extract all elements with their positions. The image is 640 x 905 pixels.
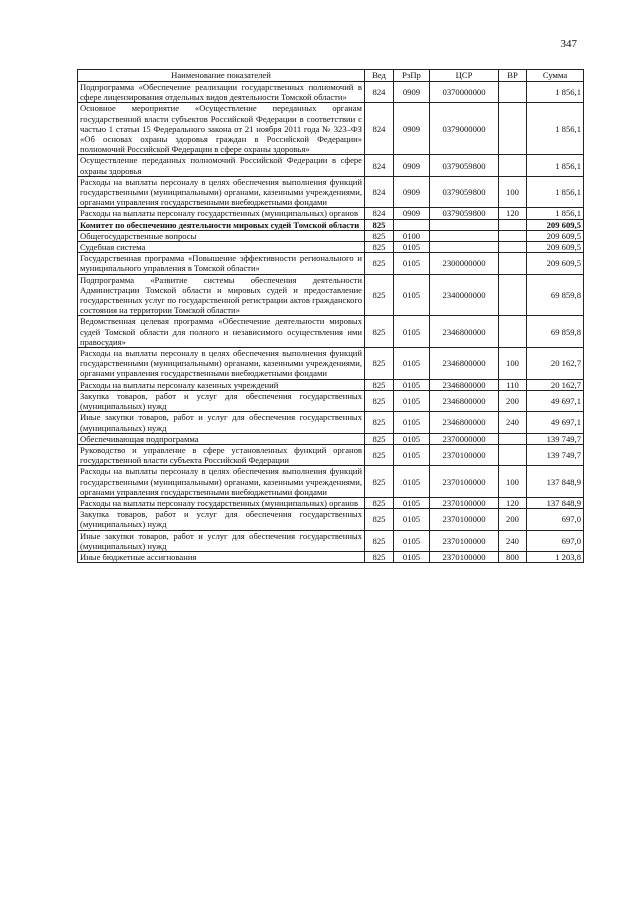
row-vr-cell: 200 [499,390,527,411]
row-ved-cell: 825 [365,242,394,253]
row-csr-cell: 2300000000 [430,253,499,274]
row-ved-cell: 825 [365,509,394,530]
row-sum-cell: 209 609,5 [527,242,584,253]
row-name-cell: Подпрограмма «Обеспечение реализации государственных полномочий в сфере лицензирования отдельных видов деятельности Томской области» [78,82,365,103]
row-csr-cell: 2346800000 [430,390,499,411]
row-vr-cell [499,433,527,444]
row-sum-cell: 139 749,7 [527,444,584,465]
row-rzpr-cell: 0105 [394,379,430,390]
table-row [78,208,584,219]
row-rzpr-cell: 0105 [394,390,430,411]
row-ved-cell: 824 [365,208,394,219]
row-vr-cell [499,230,527,241]
row-vr-cell: 100 [499,348,527,380]
row-name-cell: Расходы на выплаты персоналу в целях обеспечения выполнения функций государственными (муниципальными) органами, казенными учреждениями, органами управления государственными внебюджетными фондами [78,466,365,498]
row-csr-cell [430,242,499,253]
row-name-cell: Иные бюджетные ассигнования [78,551,365,562]
row-sum-cell: 69 859,8 [527,316,584,348]
row-ved-cell: 825 [365,219,394,230]
column-header-vr: ВР [499,70,527,82]
row-sum-cell: 69 859,8 [527,274,584,316]
row-csr-cell [430,230,499,241]
table-row [78,103,584,155]
table-row [78,412,584,433]
row-sum-cell: 1 856,1 [527,176,584,208]
row-name-cell: Расходы на выплаты персоналу казенных учреждений [78,379,365,390]
row-name-cell: Расходы на выплаты персоналу в целях обеспечения выполнения функций государственными (муниципальными) органами, казенными учреждениями, органами управления государственными внебюджетными фондами [78,348,365,380]
row-vr-cell [499,253,527,274]
table-row [78,155,584,176]
row-csr-cell: 2370100000 [430,466,499,498]
row-rzpr-cell: 0105 [394,242,430,253]
row-sum-cell: 1 856,1 [527,155,584,176]
row-sum-cell: 137 848,9 [527,497,584,508]
table-row [78,530,584,551]
row-csr-cell [430,219,499,230]
row-rzpr-cell: 0100 [394,230,430,241]
table-row [78,82,584,103]
row-csr-cell: 2346800000 [430,348,499,380]
row-ved-cell: 825 [365,530,394,551]
table-row [78,230,584,241]
table-row [78,444,584,465]
row-sum-cell: 1 856,1 [527,82,584,103]
table-row [78,379,584,390]
row-name-cell: Комитет по обеспечению деятельности мировых судей Томской области [78,219,365,230]
table-row [78,497,584,508]
table-row [78,348,584,380]
row-csr-cell: 2370100000 [430,509,499,530]
row-vr-cell [499,82,527,103]
row-vr-cell [499,242,527,253]
row-sum-cell: 1 856,1 [527,103,584,155]
row-rzpr-cell: 0105 [394,551,430,562]
row-ved-cell: 825 [365,230,394,241]
table-row [78,219,584,230]
row-vr-cell: 120 [499,497,527,508]
table-row [78,551,584,562]
row-sum-cell: 49 697,1 [527,390,584,411]
row-name-cell: Судебная система [78,242,365,253]
column-header-ved: Вед [365,70,394,82]
row-csr-cell: 2370100000 [430,444,499,465]
row-ved-cell: 824 [365,155,394,176]
row-csr-cell: 0379000000 [430,103,499,155]
row-sum-cell: 137 848,9 [527,466,584,498]
row-ved-cell: 824 [365,176,394,208]
row-name-cell: Осуществление переданных полномочий Российской Федерации в сфере охраны здоровья [78,155,365,176]
row-sum-cell: 49 697,1 [527,412,584,433]
row-sum-cell: 1 203,8 [527,551,584,562]
row-ved-cell: 825 [365,348,394,380]
row-vr-cell [499,155,527,176]
table-row [78,390,584,411]
row-name-cell: Руководство и управление в сфере установленных функций органов государственной власти субъекта Российской Федерации [78,444,365,465]
row-sum-cell: 209 609,5 [527,230,584,241]
row-name-cell: Закупка товаров, работ и услуг для обеспечения государственных (муниципальных) нужд [78,509,365,530]
row-vr-cell: 120 [499,208,527,219]
row-name-cell: Расходы на выплаты персоналу государственных (муниципальных) органов [78,208,365,219]
row-csr-cell: 2340000000 [430,274,499,316]
row-rzpr-cell: 0105 [394,433,430,444]
table-row [78,176,584,208]
row-rzpr-cell: 0909 [394,176,430,208]
row-ved-cell: 825 [365,412,394,433]
row-csr-cell: 2346800000 [430,316,499,348]
row-rzpr-cell: 0105 [394,253,430,274]
row-ved-cell: 824 [365,103,394,155]
table-row [78,509,584,530]
row-vr-cell [499,219,527,230]
table-row [78,316,584,348]
row-sum-cell: 697,0 [527,530,584,551]
row-name-cell: Ведомственная целевая программа «Обеспечение деятельности мировых судей Томской области для полного и независимого осуществления ими правосудия» [78,316,365,348]
row-name-cell: Расходы на выплаты персоналу государственных (муниципальных) органов [78,497,365,508]
row-name-cell: Общегосударственные вопросы [78,230,365,241]
row-ved-cell: 825 [365,274,394,316]
table-row [78,433,584,444]
row-csr-cell: 2346800000 [430,379,499,390]
row-rzpr-cell: 0105 [394,509,430,530]
row-vr-cell [499,103,527,155]
row-csr-cell: 0379059800 [430,155,499,176]
column-header-rzpr: РзПр [394,70,430,82]
row-csr-cell: 0379059800 [430,176,499,208]
row-sum-cell: 209 609,5 [527,253,584,274]
row-ved-cell: 825 [365,390,394,411]
row-vr-cell: 800 [499,551,527,562]
row-vr-cell: 100 [499,466,527,498]
row-csr-cell: 2370000000 [430,433,499,444]
row-name-cell: Закупка товаров, работ и услуг для обеспечения государственных (муниципальных) нужд [78,390,365,411]
row-rzpr-cell: 0105 [394,348,430,380]
table-row [78,466,584,498]
row-name-cell: Подпрограмма «Развитие системы обеспечения деятельности Администрации Томской области и мировых судей и предоставление государственных услуг по государственной регистрации актов гражданского состояния на территории Томской области» [78,274,365,316]
row-vr-cell: 200 [499,509,527,530]
row-vr-cell [499,444,527,465]
page-number: 347 [560,38,577,50]
row-sum-cell: 139 749,7 [527,433,584,444]
row-name-cell: Иные закупки товаров, работ и услуг для обеспечения государственных (муниципальных) нужд [78,530,365,551]
table-row [78,242,584,253]
row-sum-cell: 20 162,7 [527,348,584,380]
row-ved-cell: 824 [365,82,394,103]
row-ved-cell: 825 [365,444,394,465]
row-rzpr-cell: 0909 [394,155,430,176]
table-row [78,253,584,274]
row-ved-cell: 825 [365,497,394,508]
row-rzpr-cell: 0105 [394,274,430,316]
row-sum-cell: 1 856,1 [527,208,584,219]
row-csr-cell: 0370000000 [430,82,499,103]
row-rzpr-cell: 0909 [394,208,430,219]
column-header-name: Наименование показателей [78,70,365,82]
row-name-cell: Расходы на выплаты персоналу в целях обеспечения выполнения функций государственными (муниципальными) органами, казенными учреждениями, органами управления государственными внебюджетными фондами [78,176,365,208]
row-ved-cell: 825 [365,316,394,348]
row-vr-cell: 240 [499,412,527,433]
row-csr-cell: 2346800000 [430,412,499,433]
row-ved-cell: 825 [365,253,394,274]
row-csr-cell: 2370100000 [430,497,499,508]
row-vr-cell: 110 [499,379,527,390]
row-rzpr-cell [394,219,430,230]
row-rzpr-cell: 0909 [394,82,430,103]
column-header-sum: Сумма [527,70,584,82]
row-csr-cell: 0379059800 [430,208,499,219]
row-rzpr-cell: 0105 [394,466,430,498]
row-name-cell: Государственная программа «Повышение эффективности регионального и муниципального управления в Томской области» [78,253,365,274]
row-csr-cell: 2370100000 [430,551,499,562]
row-ved-cell: 825 [365,466,394,498]
row-ved-cell: 825 [365,379,394,390]
row-vr-cell: 240 [499,530,527,551]
row-rzpr-cell: 0105 [394,530,430,551]
table-body [78,82,584,563]
row-vr-cell [499,274,527,316]
table-header-row [78,70,584,82]
row-name-cell: Основное мероприятие «Осуществление переданных органам государственной власти субъектов Российской Федерации в соответствии с частью 1 статьи 15 Федерального закона от 21 ноября 2011 года № 323–ФЗ «Об основах охраны здоровья граждан в Российской Федерации» полномочий Российской Федерации в сфере охраны здоровья» [78,103,365,155]
row-sum-cell: 20 162,7 [527,379,584,390]
column-header-csr: ЦСР [430,70,499,82]
row-rzpr-cell: 0909 [394,103,430,155]
row-csr-cell: 2370100000 [430,530,499,551]
row-vr-cell: 100 [499,176,527,208]
row-sum-cell: 209 609,5 [527,219,584,230]
row-sum-cell: 697,0 [527,509,584,530]
row-name-cell: Иные закупки товаров, работ и услуг для обеспечения государственных (муниципальных) нужд [78,412,365,433]
row-rzpr-cell: 0105 [394,444,430,465]
table-row [78,274,584,316]
row-ved-cell: 825 [365,551,394,562]
budget-table [77,69,584,563]
row-ved-cell: 825 [365,433,394,444]
row-rzpr-cell: 0105 [394,412,430,433]
row-rzpr-cell: 0105 [394,316,430,348]
row-rzpr-cell: 0105 [394,497,430,508]
row-vr-cell [499,316,527,348]
row-name-cell: Обеспечивающая подпрограмма [78,433,365,444]
